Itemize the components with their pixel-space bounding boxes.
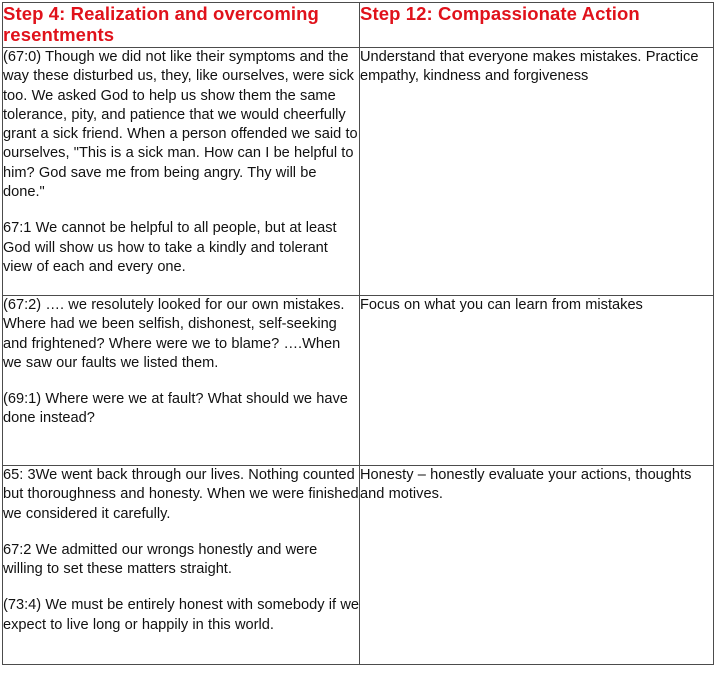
table-header	[3, 3, 714, 48]
table-body	[3, 48, 714, 665]
row-1-step-12-paragraph-1: Understand that everyone makes mistakes. Practice empathy, kindness and forgiveness	[360, 49, 699, 85]
table-header-row	[3, 3, 714, 48]
row-2-step-12-paragraph-1: Focus on what you can learn from mistakes	[360, 297, 643, 313]
table-row	[3, 466, 714, 665]
row-3-step-4-paragraph-3: (73:4) We must be entirely honest with somebody if we expect to live long or happily in this world.	[3, 597, 359, 633]
row-1-step-4-paragraph-1: (67:0) Though we did not like their symptoms and the way these disturbed us, they, like ourselves, were sick too. We asked God to help us show them the same tolerance, pity, and patience that we would cheerfully grant a sick friend. When a person offended we said to ourselves, "This is a sick man. How can I be helpful to him? God save me from being angry. Thy will be done."	[3, 49, 358, 201]
row-2-step-12-cell	[360, 296, 714, 466]
column-header-step-12-label: Step 12: Compassionate Action	[360, 3, 640, 24]
row-2-step-4-cell	[3, 296, 360, 466]
steps-comparison-table	[2, 2, 714, 665]
row-1-step-4-paragraph-2: 67:1 We cannot be helpful to all people, but at least God will show us how to take a kindly and tolerant view of each and every one.	[3, 220, 337, 275]
row-3-step-12-paragraph-1: Honesty – honestly evaluate your actions, thoughts and motives.	[360, 467, 692, 503]
row-1-step-12-cell	[360, 48, 714, 296]
table-row	[3, 48, 714, 296]
row-2-step-4-paragraph-2: (69:1) Where were we at fault? What should we have done instead?	[3, 391, 348, 427]
column-header-step-4-label: Step 4: Realization and overcoming resentments	[3, 3, 319, 45]
row-3-step-4-cell	[3, 466, 360, 665]
row-2-step-4-paragraph-1: (67:2) …. we resolutely looked for our own mistakes. Where had we been selfish, dishonest, self-seeking and frightened? Where were we to blame? ….When we saw our faults we listed them.	[3, 297, 345, 371]
row-3-step-12-cell	[360, 466, 714, 665]
row-1-step-4-cell	[3, 48, 360, 296]
row-3-step-4-paragraph-1: 65: 3We went back through our lives. Nothing counted but thoroughness and honesty. When we were finished we considered it carefully.	[3, 467, 359, 522]
column-header-step-12	[360, 3, 714, 48]
column-header-step-4	[3, 3, 360, 48]
table-row	[3, 296, 714, 466]
row-3-step-4-paragraph-2: 67:2 We admitted our wrongs honestly and were willing to set these matters straight.	[3, 541, 318, 578]
